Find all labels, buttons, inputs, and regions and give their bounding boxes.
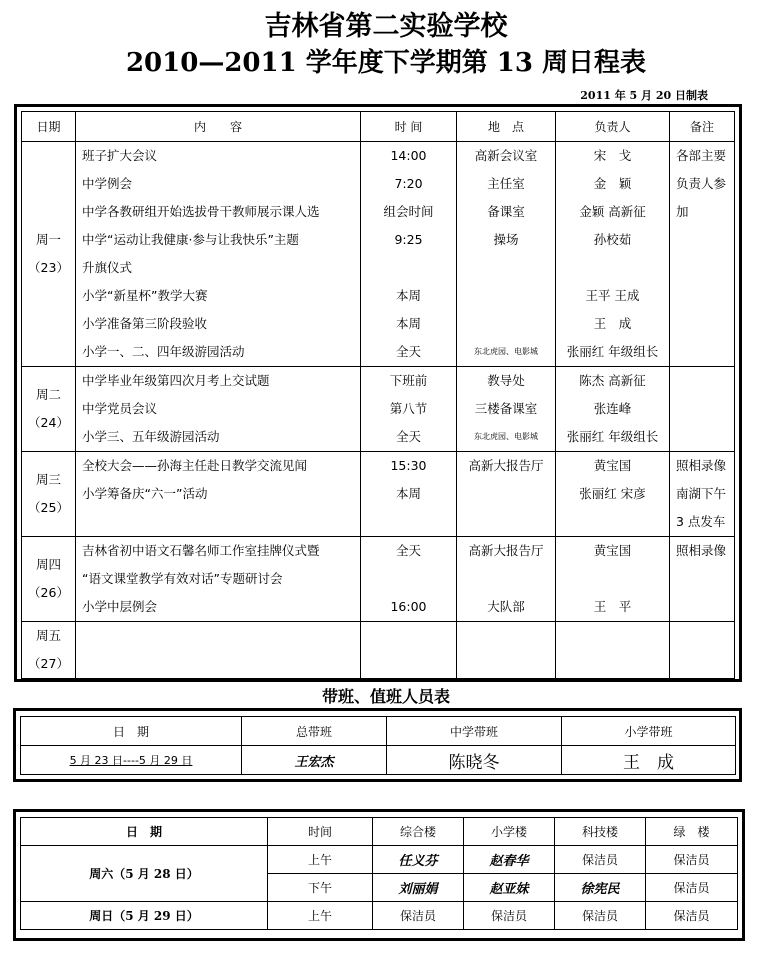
time-line: 16:00 [390,599,427,614]
made-date: 2011 年 5 月 20 日制表 [580,89,708,102]
cleaning-table [20,817,738,930]
place-line: 东北虎园、电影城 [474,347,538,356]
content-cell [76,537,361,622]
day-row [22,142,735,367]
person-line [556,508,669,536]
place-line: 备课室 [487,204,525,219]
day-cell [22,622,76,679]
time-line [361,650,456,678]
time-cell [361,537,457,622]
note-line: 加 [676,204,689,219]
duty-header-row [21,717,736,746]
day-number: （27） [28,656,69,671]
day-cell [22,367,76,452]
clean-sun-row [21,902,738,930]
person-line: 金颖 高新征 [579,204,646,219]
clean-sat-label: 周六（5 月 28 日） [21,846,268,902]
schedule-table [21,111,735,679]
day-cell [22,452,76,537]
content-cell [76,622,361,679]
person-line: 张丽红 年级组长 [566,344,659,359]
place-line [457,508,555,536]
day-number: （25） [28,500,69,515]
clean-cell: 任义芬 [373,846,464,874]
content-line [82,622,360,650]
time-line: 9:25 [394,232,423,247]
content-line: 小学中层例会 [82,599,158,614]
duty-title: 带班、值班人员表 [321,687,450,706]
day-number: （24） [28,415,69,430]
cleaning-header-row [21,818,738,846]
clean-cell: 保洁员 [373,902,464,930]
person-line [556,650,669,678]
time-line: 下班前 [389,373,428,388]
clean-cell: 刘丽娟 [373,874,464,902]
duty-general: 王宏杰 [242,746,387,775]
time-line: 全天 [395,344,421,359]
person-cell [556,537,670,622]
duty-row [21,746,736,775]
place-line [457,254,555,282]
note-line: 照相录像 [676,543,727,558]
day-label: 周五 [35,628,61,643]
time-line: 全天 [395,543,421,558]
time-cell [361,622,457,679]
place-line [457,650,555,678]
place-line [457,282,555,310]
clean-sat-am-row [21,846,738,874]
place-line: 操场 [493,232,519,247]
day-label: 周四 [35,557,61,572]
content-line: “语文课堂教学有效对话”专题研讨会 [82,571,283,586]
place-line [457,565,555,593]
clean-sun-label: 周日（5 月 29 日） [21,902,268,930]
content-cell [76,452,361,537]
place-line [457,480,555,508]
place-line: 东北虎园、电影城 [474,432,538,441]
clean-cell: 赵亚妹 [464,874,555,902]
person-line: 宋 戈 [593,148,632,163]
place-line [457,310,555,338]
place-line: 主任室 [487,176,525,191]
person-cell [556,142,670,367]
time-line [361,508,456,536]
time-line: 本周 [395,486,421,501]
place-cell [457,142,556,367]
day-label: 周二 [35,387,61,402]
content-cell [76,142,361,367]
duty-middle: 陈晓冬 [387,746,562,775]
content-line: 小学三、五年级游园活动 [82,429,220,444]
note-line: 照相录像 [676,458,727,473]
time-cell [361,367,457,452]
clean-cell: 保洁员 [646,902,738,930]
note-cell [670,537,735,622]
content-line: 中学毕业年级第四次月考上交试题 [82,373,270,388]
content-line: 中学例会 [82,176,133,191]
time-line: 本周 [395,288,421,303]
content-line: 小学筹备庆“六一”活动 [82,486,208,501]
clean-header-complex: 综合楼 [373,818,464,846]
clean-cell: 下午 [268,874,373,902]
place-cell [457,367,556,452]
time-line: 组会时间 [383,204,434,219]
place-line: 大队部 [487,599,525,614]
clean-cell: 上午 [268,846,373,874]
person-line: 王 成 [593,316,632,331]
content-line: 吉林省初中语文石馨名师工作室挂牌仪式暨 [82,543,320,558]
clean-cell: 保洁员 [464,902,555,930]
day-row [22,452,735,537]
person-line: 孙校茹 [593,232,632,247]
day-row [22,622,735,679]
time-line [361,622,456,650]
content-line: 全校大会——孙海主任赴日教学交流见闻 [82,458,308,473]
day-row [22,537,735,622]
time-cell [361,142,457,367]
note-line: 南湖下午 [676,486,727,501]
note-line: 各部主要 [676,148,727,163]
content-line: 中学各教研组开始选拔骨干教师展示课人选 [82,204,320,219]
time-line: 14:00 [390,148,427,163]
clean-cell: 徐宪民 [555,874,646,902]
clean-cell: 保洁员 [646,874,738,902]
clean-cell: 保洁员 [646,846,738,874]
note-cell [670,622,735,679]
clean-cell: 保洁员 [555,846,646,874]
person-cell [556,622,670,679]
content-line: 小学一、二、四年级游园活动 [82,344,245,359]
day-cell [22,142,76,367]
time-line: 本周 [395,316,421,331]
time-line: 15:30 [390,458,427,473]
place-line: 高新大报告厅 [468,458,544,473]
schedule-title: 2010—2011 学年度下学期第 13 周日程表 [125,48,647,78]
note-line: 3 点发车 [676,514,726,529]
content-line: 中学党员会议 [82,401,158,416]
place-line: 高新会议室 [474,148,538,163]
time-line [361,254,456,282]
schedule-header-row [22,112,735,142]
person-line: 金 颖 [593,176,632,191]
duty-header-middle: 中学带班 [387,717,562,746]
duty-header-date: 日 期 [21,717,242,746]
note-cell [670,142,735,367]
duty-date: 5 月 23 日----5 月 29 日 [21,746,242,775]
person-line [556,565,669,593]
person-line: 张丽红 宋彦 [579,486,646,501]
content-line [82,508,360,536]
time-line: 全天 [395,429,421,444]
clean-header-primary: 小学楼 [464,818,555,846]
day-cell [22,537,76,622]
time-line: 第八节 [389,401,428,416]
place-cell [457,452,556,537]
content-line: 班子扩大会议 [82,148,158,163]
content-cell [76,367,361,452]
day-label: 周三 [35,472,61,487]
person-line: 王平 王成 [585,288,640,303]
content-line: 升旗仪式 [82,260,133,275]
header-note: 备注 [670,112,735,142]
content-line: 中学“运动让我健康·参与让我快乐”主题 [82,232,299,247]
duty-table [20,716,736,775]
clean-header-time: 时间 [268,818,373,846]
person-line: 张丽红 年级组长 [566,429,659,444]
content-line: 小学“新星杯”教学大赛 [82,288,208,303]
note-cell [670,367,735,452]
clean-header-date: 日 期 [21,818,268,846]
clean-header-tech: 科技楼 [555,818,646,846]
day-number: （23） [28,260,69,275]
school-title: 吉林省第二实验学校 [264,11,508,42]
place-cell [457,622,556,679]
header-time: 时 间 [361,112,457,142]
place-line: 三楼备课室 [474,401,538,416]
person-line: 陈杰 高新征 [579,373,646,388]
person-cell [556,367,670,452]
person-line: 黄宝国 [593,458,632,473]
day-label: 周一 [35,232,61,247]
day-row [22,367,735,452]
person-line: 黄宝国 [593,543,632,558]
header-person: 负责人 [556,112,670,142]
note-cell [670,452,735,537]
place-line [457,622,555,650]
day-number: （26） [28,585,69,600]
note-line: 负责人参 [676,176,727,191]
person-line [556,622,669,650]
person-line: 王 平 [593,599,632,614]
header-content: 内 容 [76,112,361,142]
person-cell [556,452,670,537]
content-line: 小学准备第三阶段验收 [82,316,208,331]
clean-cell: 赵春华 [464,846,555,874]
duty-primary: 王 成 [562,746,736,775]
person-line: 张连峰 [593,401,632,416]
clean-cell: 上午 [268,902,373,930]
duty-header-general: 总带班 [242,717,387,746]
place-cell [457,537,556,622]
header-date: 日期 [22,112,76,142]
content-line [82,650,360,678]
place-line: 教导处 [487,373,525,388]
clean-header-green: 绿 楼 [646,818,738,846]
person-line [556,254,669,282]
time-line: 7:20 [394,176,423,191]
duty-header-primary: 小学带班 [562,717,736,746]
header-place: 地 点 [457,112,556,142]
time-line [361,565,456,593]
time-cell [361,452,457,537]
clean-cell: 保洁员 [555,902,646,930]
place-line: 高新大报告厅 [468,543,544,558]
